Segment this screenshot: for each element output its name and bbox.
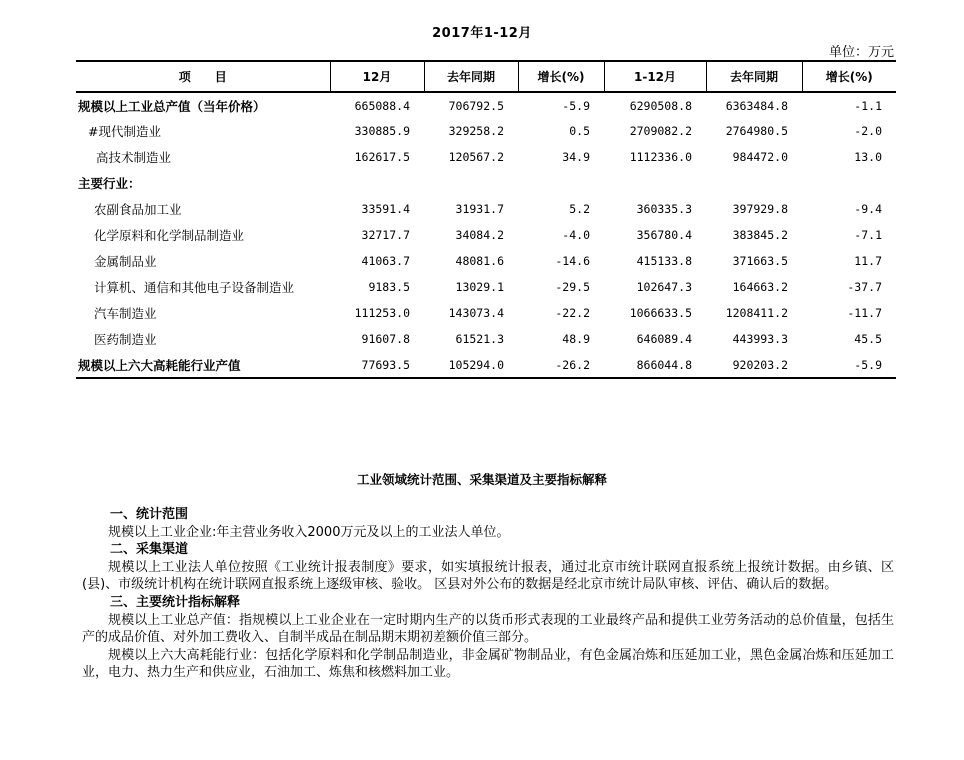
row-value: 329258.2 <box>448 124 504 138</box>
row-value: 371663.5 <box>732 254 788 268</box>
row-value: 415133.8 <box>636 254 692 268</box>
row-value: -9.4 <box>854 202 882 216</box>
row-value <box>330 170 424 196</box>
row-value: 0.5 <box>569 124 590 138</box>
unit-label: 单位：万元 <box>828 45 894 60</box>
row-value: 397929.8 <box>732 202 788 216</box>
table-row <box>76 222 896 248</box>
row-value <box>604 170 706 196</box>
row-value: 866044.8 <box>604 352 706 378</box>
row-value: 111253.0 <box>354 306 410 320</box>
row-value: 32717.7 <box>361 228 410 242</box>
notes-section <box>82 506 894 682</box>
row-value: 5.2 <box>569 202 590 216</box>
row-value: 360335.3 <box>636 202 692 216</box>
notes-heading-indicators: 三、主要统计指标解释 <box>110 594 241 610</box>
row-value: 102647.3 <box>636 280 692 294</box>
row-value: 120567.2 <box>448 150 504 164</box>
row-label: 计算机、通信和其他电子设备制造业 <box>94 280 295 295</box>
table-row <box>76 196 896 222</box>
row-value: 31931.7 <box>455 202 504 216</box>
row-label: 化学原料和化学制品制造业 <box>94 228 245 243</box>
table-row <box>76 144 896 170</box>
row-value: 77693.5 <box>330 352 424 378</box>
row-value: 6290508.8 <box>629 98 692 113</box>
header-cumulative: 1-12月 <box>604 61 706 92</box>
row-value: -22.2 <box>555 306 590 320</box>
row-label: 汽车制造业 <box>94 306 157 321</box>
row-value: 2764980.5 <box>725 124 788 138</box>
row-value: 665088.4 <box>354 98 410 113</box>
header-month-growth: 增长(%) <box>518 61 604 92</box>
row-value: 984472.0 <box>732 150 788 164</box>
notes-paragraph: 规模以上六大高耗能行业：包括化学原料和化学制品制造业，非金属矿物制品业，有色金属冶炼和压延加工业，黑色金属冶炼和压延加工业，电力、热力生产和供应业，石油加工、炼焦和核燃料加工业。 <box>82 647 894 681</box>
table-row <box>76 118 896 144</box>
row-value <box>706 170 802 196</box>
row-label: 医药制造业 <box>94 332 157 347</box>
row-value: 164663.2 <box>732 280 788 294</box>
row-value: -14.6 <box>555 254 590 268</box>
row-value: 706792.5 <box>448 98 504 113</box>
row-value: 6363484.8 <box>725 98 788 113</box>
row-label: 规模以上工业总产值（当年价格） <box>78 98 266 114</box>
row-value: 1208411.2 <box>725 306 788 320</box>
row-value: 45.5 <box>854 332 882 346</box>
row-value: 91607.8 <box>361 332 410 346</box>
row-value: -7.1 <box>854 228 882 242</box>
row-value: -5.9 <box>562 98 590 113</box>
row-label: 规模以上六大高耗能行业产值 <box>76 352 330 378</box>
header-month-prev: 去年同期 <box>424 61 518 92</box>
notes-paragraph: 规模以上工业企业:年主营业务收入2000万元及以上的工业法人单位。 <box>108 524 510 540</box>
row-value: 13.0 <box>854 150 882 164</box>
table-row <box>76 170 896 196</box>
row-value: 646089.4 <box>636 332 692 346</box>
row-value: 9183.5 <box>368 280 410 294</box>
table-header-row <box>76 61 896 92</box>
row-value: 1112336.0 <box>629 150 692 164</box>
row-value: -11.7 <box>847 306 882 320</box>
row-label: 金属制品业 <box>94 254 157 269</box>
notes-heading-channel: 二、采集渠道 <box>110 542 189 558</box>
row-value: 143073.4 <box>448 306 504 320</box>
table-row <box>76 248 896 274</box>
header-cumulative-prev: 去年同期 <box>706 61 802 92</box>
row-value: 383845.2 <box>732 228 788 242</box>
row-value: -2.0 <box>854 124 882 138</box>
row-value: -26.2 <box>518 352 604 378</box>
row-label: 农副食品加工业 <box>94 202 182 217</box>
row-value: -4.0 <box>562 228 590 242</box>
notes-title: 工业领域统计范围、采集渠道及主要指标解释 <box>356 472 607 487</box>
row-label: #现代制造业 <box>88 124 161 139</box>
row-value: -37.7 <box>847 280 882 294</box>
row-value: 105294.0 <box>424 352 518 378</box>
row-value: 48.9 <box>562 332 590 346</box>
table-row <box>76 274 896 300</box>
row-value: 41063.7 <box>361 254 410 268</box>
row-value: 356780.4 <box>636 228 692 242</box>
table-row <box>76 92 896 118</box>
table-row <box>76 300 896 326</box>
row-value: 48081.6 <box>455 254 504 268</box>
row-value: 34084.2 <box>455 228 504 242</box>
row-value: 13029.1 <box>455 280 504 294</box>
row-value <box>518 170 604 196</box>
row-value: -5.9 <box>802 352 896 378</box>
table-row <box>76 326 896 352</box>
table-row <box>76 352 896 378</box>
row-label: 主要行业： <box>78 176 141 191</box>
row-value: 330885.9 <box>354 124 410 138</box>
row-value: -29.5 <box>555 280 590 294</box>
row-value: 33591.4 <box>361 202 410 216</box>
row-value: 443993.3 <box>732 332 788 346</box>
header-cumulative-growth: 增长(%) <box>802 61 896 92</box>
row-value: 61521.3 <box>455 332 504 346</box>
notes-paragraph: 规模以上工业总产值：指规模以上工业企业在一定时期内生产的以货币形式表现的工业最终产品和提供工业劳务活动的总价值量，包括生产的成品价值、对外加工费收入、自制半成品在制品期末期初差额价值三部分。 <box>82 612 894 646</box>
table-body <box>76 92 896 378</box>
row-value: 1066633.5 <box>629 306 692 320</box>
row-value: 34.9 <box>562 150 590 164</box>
row-value <box>424 170 518 196</box>
row-label: 高技术制造业 <box>96 150 172 165</box>
row-value: 162617.5 <box>354 150 410 164</box>
industrial-output-table <box>76 60 896 379</box>
row-value: 2709082.2 <box>629 124 692 138</box>
row-value: -1.1 <box>854 98 882 113</box>
row-value: 11.7 <box>854 254 882 268</box>
report-title: 2017年1-12月 <box>432 26 532 41</box>
row-value <box>802 170 896 196</box>
notes-heading-scope: 一、统计范围 <box>110 507 189 522</box>
header-month: 12月 <box>330 61 424 92</box>
header-item: 项 目 <box>76 61 330 92</box>
notes-paragraph: 规模以上工业法人单位按照《工业统计报表制度》要求，如实填报统计报表，通过北京市统计联网直报系统上报统计数据。由乡镇、区(县)、市级统计机构在统计联网直报系统上逐级审核、验收。 区县对外公布的数据是经北京市统计局队审核、评估、确认后的数据。 <box>82 559 894 593</box>
row-value: 920203.2 <box>706 352 802 378</box>
